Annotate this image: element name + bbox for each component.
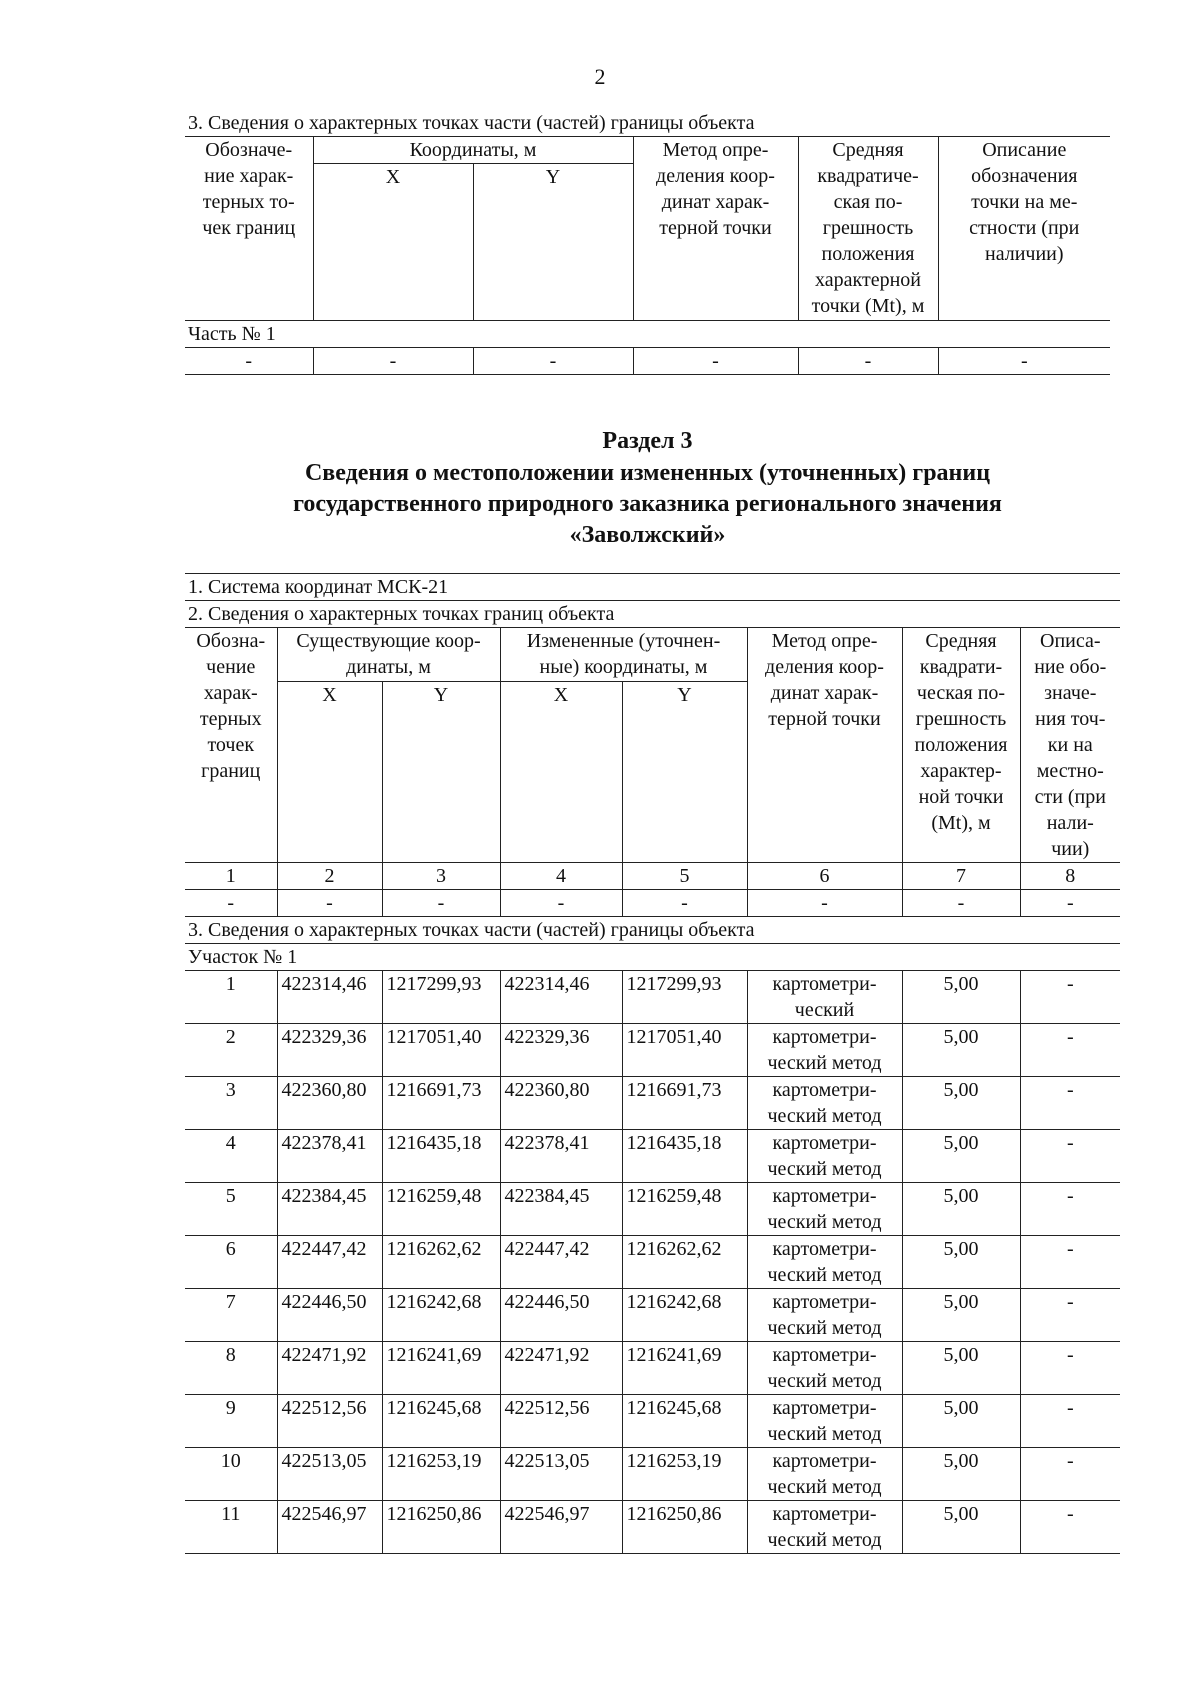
table1-header-description: Описание обозначения точки на ме- стности (при наличии) bbox=[938, 137, 1110, 321]
table2-header-changed: Измененные (уточнен- ные) координаты, м bbox=[500, 628, 747, 682]
changed-y: 1216262,62 bbox=[622, 1236, 747, 1289]
table2-header-existing: Существующие коор- динаты, м bbox=[277, 628, 500, 682]
column-number: 7 bbox=[902, 863, 1020, 890]
point-number: 3 bbox=[185, 1077, 277, 1130]
description: - bbox=[1020, 1395, 1120, 1448]
table2-header-changed-y: Y bbox=[622, 682, 747, 863]
changed-y: 1216435,18 bbox=[622, 1130, 747, 1183]
table2-header-error: Средняя квадрати- ческая по- грешность положения характер- ной точки (Mt), м bbox=[902, 628, 1020, 863]
page-number: 2 bbox=[594, 64, 606, 89]
table2-cell: - bbox=[277, 890, 382, 917]
description: - bbox=[1020, 1077, 1120, 1130]
table1-cell: - bbox=[185, 348, 313, 375]
changed-y: 1216259,48 bbox=[622, 1183, 747, 1236]
changed-x: 422513,05 bbox=[500, 1448, 622, 1501]
table2-header-existing-x: X bbox=[277, 682, 382, 863]
point-number: 7 bbox=[185, 1289, 277, 1342]
method-line: картометри- bbox=[772, 1344, 877, 1366]
table2-cell: - bbox=[382, 890, 500, 917]
error-value: 5,00 bbox=[902, 971, 1020, 1024]
method-line: ческий метод bbox=[767, 1211, 882, 1233]
description: - bbox=[1020, 1342, 1120, 1395]
table2-cell: - bbox=[902, 890, 1020, 917]
table-row bbox=[185, 1077, 1120, 1130]
table2-column-numbers bbox=[185, 863, 1120, 890]
description: - bbox=[1020, 1501, 1120, 1554]
changed-y: 1217051,40 bbox=[622, 1024, 747, 1077]
partial-boundary-points-table bbox=[185, 110, 1110, 375]
table-row bbox=[185, 1183, 1120, 1236]
section-title: Раздел 3 bbox=[602, 428, 693, 454]
changed-x: 422471,92 bbox=[500, 1342, 622, 1395]
method-line: ческий метод bbox=[767, 1370, 882, 1392]
table-row bbox=[185, 1342, 1120, 1395]
table1-cell: - bbox=[798, 348, 938, 375]
method-line: ческий метод bbox=[767, 1052, 882, 1074]
existing-x: 422360,80 bbox=[277, 1077, 382, 1130]
table1-cell: - bbox=[313, 348, 473, 375]
table1-header-method: Метод опре- деления коор- динат харак- терной точки bbox=[633, 137, 798, 321]
table1-cell: - bbox=[938, 348, 1110, 375]
table2-header-designation: Обозна- чение харак- терных точек границ bbox=[185, 628, 277, 863]
method bbox=[747, 1130, 902, 1183]
changed-x: 422314,46 bbox=[500, 971, 622, 1024]
table2-header-changed-x: X bbox=[500, 682, 622, 863]
error-value: 5,00 bbox=[902, 1024, 1020, 1077]
method bbox=[747, 1289, 902, 1342]
error-value: 5,00 bbox=[902, 1395, 1020, 1448]
column-number: 2 bbox=[277, 863, 382, 890]
table2-header-existing-y: Y bbox=[382, 682, 500, 863]
error-value: 5,00 bbox=[902, 1501, 1020, 1554]
existing-x: 422384,45 bbox=[277, 1183, 382, 1236]
existing-y: 1216435,18 bbox=[382, 1130, 500, 1183]
method bbox=[747, 971, 902, 1024]
existing-x: 422513,05 bbox=[277, 1448, 382, 1501]
existing-y: 1216262,62 bbox=[382, 1236, 500, 1289]
changed-x: 422329,36 bbox=[500, 1024, 622, 1077]
method-line: картометри- bbox=[772, 1291, 877, 1313]
table-row bbox=[185, 1448, 1120, 1501]
table2-part-title: 3. Сведения о характерных точках части (частей) границы объекта bbox=[185, 917, 1120, 944]
column-number: 1 bbox=[185, 863, 277, 890]
changed-y: 1216245,68 bbox=[622, 1395, 747, 1448]
changed-x: 422384,45 bbox=[500, 1183, 622, 1236]
table-row bbox=[185, 1130, 1120, 1183]
table-row bbox=[185, 1236, 1120, 1289]
table-row bbox=[185, 1395, 1120, 1448]
method bbox=[747, 1395, 902, 1448]
method-line: ческий метод bbox=[767, 1317, 882, 1339]
point-number: 1 bbox=[185, 971, 277, 1024]
method-line: ческий метод bbox=[767, 1423, 882, 1445]
table1-header-coords: Координаты, м bbox=[313, 137, 633, 164]
column-number: 5 bbox=[622, 863, 747, 890]
point-number: 10 bbox=[185, 1448, 277, 1501]
error-value: 5,00 bbox=[902, 1289, 1020, 1342]
existing-y: 1217051,40 bbox=[382, 1024, 500, 1077]
method-line: картометри- bbox=[772, 1132, 877, 1154]
error-value: 5,00 bbox=[902, 1448, 1020, 1501]
changed-y: 1216241,69 bbox=[622, 1342, 747, 1395]
method bbox=[747, 1183, 902, 1236]
method-line: картометри- bbox=[772, 973, 877, 995]
error-value: 5,00 bbox=[902, 1236, 1020, 1289]
changed-x: 422360,80 bbox=[500, 1077, 622, 1130]
description: - bbox=[1020, 971, 1120, 1024]
column-number: 3 bbox=[382, 863, 500, 890]
table1-cell: - bbox=[633, 348, 798, 375]
method-line: ческий bbox=[794, 999, 855, 1021]
existing-x: 422329,36 bbox=[277, 1024, 382, 1077]
error-value: 5,00 bbox=[902, 1342, 1020, 1395]
changed-y: 1216691,73 bbox=[622, 1077, 747, 1130]
method-line: картометри- bbox=[772, 1238, 877, 1260]
point-number: 2 bbox=[185, 1024, 277, 1077]
boundary-points-table bbox=[185, 573, 1120, 1554]
table2-boundary-title: 2. Сведения о характерных точках границ объекта bbox=[185, 601, 1120, 628]
table2-cell: - bbox=[1020, 890, 1120, 917]
method-line: ческий метод bbox=[767, 1529, 882, 1551]
method bbox=[747, 1024, 902, 1077]
existing-x: 422546,97 bbox=[277, 1501, 382, 1554]
method bbox=[747, 1448, 902, 1501]
description: - bbox=[1020, 1130, 1120, 1183]
changed-x: 422512,56 bbox=[500, 1395, 622, 1448]
description: - bbox=[1020, 1236, 1120, 1289]
existing-y: 1216253,19 bbox=[382, 1448, 500, 1501]
table1-header-y: Y bbox=[473, 164, 633, 321]
existing-x: 422446,50 bbox=[277, 1289, 382, 1342]
table1-part-label: Часть № 1 bbox=[185, 321, 1110, 348]
table2-header-description: Описа- ние обо- значе- ния точ- ки на местно- сти (при нали- чии) bbox=[1020, 628, 1120, 863]
method bbox=[747, 1342, 902, 1395]
method-line: ческий метод bbox=[767, 1264, 882, 1286]
point-number: 5 bbox=[185, 1183, 277, 1236]
changed-x: 422446,50 bbox=[500, 1289, 622, 1342]
changed-y: 1217299,93 bbox=[622, 971, 747, 1024]
point-number: 6 bbox=[185, 1236, 277, 1289]
method-line: ческий метод bbox=[767, 1158, 882, 1180]
existing-y: 1217299,93 bbox=[382, 971, 500, 1024]
table2-dash-row bbox=[185, 890, 1120, 917]
point-number: 9 bbox=[185, 1395, 277, 1448]
column-number: 4 bbox=[500, 863, 622, 890]
existing-x: 422447,42 bbox=[277, 1236, 382, 1289]
table2-header-method: Метод опре- деления коор- динат харак- терной точки bbox=[747, 628, 902, 863]
table2-cell: - bbox=[622, 890, 747, 917]
description: - bbox=[1020, 1289, 1120, 1342]
changed-y: 1216242,68 bbox=[622, 1289, 747, 1342]
point-number: 11 bbox=[185, 1501, 277, 1554]
existing-y: 1216241,69 bbox=[382, 1342, 500, 1395]
changed-y: 1216253,19 bbox=[622, 1448, 747, 1501]
method-line: картометри- bbox=[772, 1185, 877, 1207]
existing-x: 422512,56 bbox=[277, 1395, 382, 1448]
table-row bbox=[185, 1501, 1120, 1554]
column-number: 8 bbox=[1020, 863, 1120, 890]
method-line: картометри- bbox=[772, 1397, 877, 1419]
error-value: 5,00 bbox=[902, 1077, 1020, 1130]
existing-y: 1216259,48 bbox=[382, 1183, 500, 1236]
method-line: картометри- bbox=[772, 1450, 877, 1472]
method bbox=[747, 1236, 902, 1289]
table1-title: 3. Сведения о характерных точках части (частей) границы объекта bbox=[185, 110, 1110, 137]
point-number: 8 bbox=[185, 1342, 277, 1395]
changed-x: 422447,42 bbox=[500, 1236, 622, 1289]
error-value: 5,00 bbox=[902, 1183, 1020, 1236]
table2-coordinate-system: 1. Система координат МСК-21 bbox=[185, 574, 1120, 601]
section-subtitle: Сведения о местоположении измененных (уточненных) границ государственного природного заказника регионального значения «Заволжский» bbox=[293, 460, 1002, 548]
existing-y: 1216242,68 bbox=[382, 1289, 500, 1342]
changed-x: 422378,41 bbox=[500, 1130, 622, 1183]
point-number: 4 bbox=[185, 1130, 277, 1183]
existing-x: 422378,41 bbox=[277, 1130, 382, 1183]
method bbox=[747, 1077, 902, 1130]
method-line: картометри- bbox=[772, 1079, 877, 1101]
method-line: картометри- bbox=[772, 1026, 877, 1048]
description: - bbox=[1020, 1448, 1120, 1501]
method-line: ческий метод bbox=[767, 1105, 882, 1127]
table-row bbox=[185, 971, 1120, 1024]
description: - bbox=[1020, 1024, 1120, 1077]
method-line: ческий метод bbox=[767, 1476, 882, 1498]
method-line: картометри- bbox=[772, 1503, 877, 1525]
table2-cell: - bbox=[747, 890, 902, 917]
existing-y: 1216245,68 bbox=[382, 1395, 500, 1448]
description: - bbox=[1020, 1183, 1120, 1236]
error-value: 5,00 bbox=[902, 1130, 1020, 1183]
table-row bbox=[185, 1289, 1120, 1342]
changed-y: 1216250,86 bbox=[622, 1501, 747, 1554]
existing-x: 422314,46 bbox=[277, 971, 382, 1024]
method bbox=[747, 1501, 902, 1554]
existing-y: 1216250,86 bbox=[382, 1501, 500, 1554]
column-number: 6 bbox=[747, 863, 902, 890]
table1-header-designation: Обозначе- ние харак- терных то- чек границ bbox=[185, 137, 313, 321]
table2-cell: - bbox=[500, 890, 622, 917]
existing-x: 422471,92 bbox=[277, 1342, 382, 1395]
table1-header-x: X bbox=[313, 164, 473, 321]
table2-cell: - bbox=[185, 890, 277, 917]
table-row bbox=[185, 1024, 1120, 1077]
existing-y: 1216691,73 bbox=[382, 1077, 500, 1130]
table1-cell: - bbox=[473, 348, 633, 375]
table1-header-error: Средняя квадратиче- ская по- грешность положения характерной точки (Mt), м bbox=[798, 137, 938, 321]
table2-plot-label: Участок № 1 bbox=[185, 944, 1120, 971]
changed-x: 422546,97 bbox=[500, 1501, 622, 1554]
